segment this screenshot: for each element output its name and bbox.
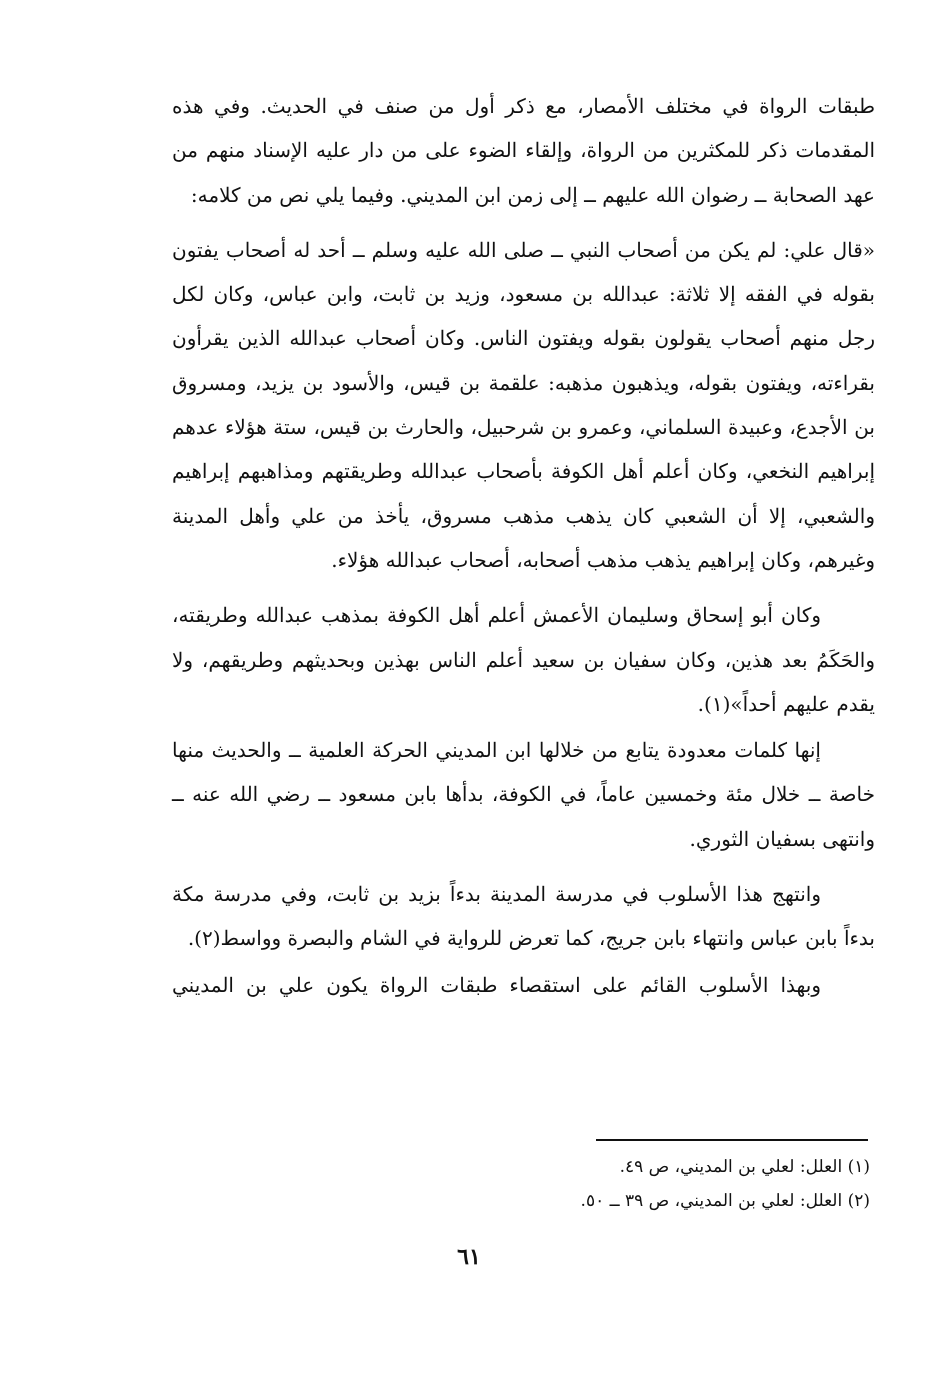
footnote-1: (١) العلل: لعلي بن المديني، ص ٤٩.	[619, 1157, 870, 1177]
page-body	[172, 84, 875, 1007]
footnotes	[400, 1150, 870, 1218]
footnote-2: (٢) العلل: لعلي بن المديني، ص ٣٩ ــ ٥٠.	[580, 1191, 870, 1211]
footnote-separator	[596, 1139, 868, 1141]
paragraph-commentary-method: وبهذا الأسلوب القائم على استقصاء طبقات الرواة يكون علي بن المديني	[172, 972, 821, 997]
paragraph-quote-ali: «قال علي: لم يكن من أصحاب النبي ــ صلى الله عليه وسلم ــ أحد له أصحاب يفتون بقوله في الفقه إلا ثلاثة: عبدالله بن مسعود، وزيد بن ثابت، وابن عباس، وكان لكل رجل منهم أصحاب يقولون بقوله ويفتون الناس. وكان أصحاب عبدالله الذين يقرأون بقراءته، ويفتون بقوله، ويذهبون مذهبه: علقمة بن قيس، والأسود بن يزيد، ومسروق بن الأجدع، وعبيدة السلماني، وعمرو بن شرحبيل، والحارث بن قيس، ستة هؤلاء عدهم إبراهيم النخعي، وكان أعلم أهل الكوفة بأصحاب عبدالله وطريقتهم ومذاهبهم إبراهيم والشعبي، إلا أن الشعبي كان يذهب مذهب مسروق، يأخذ من علي وأهل المدينة وغيرهم، وكان إبراهيم يذهب مذهب أصحابه، أصحاب عبدالله هؤلاء.	[172, 237, 875, 572]
page-number: ٦١	[457, 1244, 481, 1270]
paragraph-commentary-kufa: إنها كلمات معدودة يتابع من خلالها ابن المديني الحركة العلمية ــ والحديث منها خاصة ــ خلال مئة وخمسين عاماً، في الكوفة، بدأها بابن مسعود ــ رضي الله عنه ــ وانتهى بسفيان الثوري.	[172, 738, 875, 851]
paragraph-intro-continuation: طبقات الرواة في مختلف الأمصار، مع ذكر أول من صنف في الحديث. وفي هذه المقدمات ذكر للمكثرين من الرواة، وإلقاء الضوء على من دار عليه الإسناد منهم من عهد الصحابة ــ رضوان الله عليهم ــ إلى زمن ابن المديني. وفيما يلي نص من كلامه:	[172, 94, 875, 207]
paragraph-quote-continuation: وكان أبو إسحاق وسليمان الأعمش أعلم أهل الكوفة بمذهب عبدالله وطريقته، والحَكَمُ بعد هذين، وكان سفيان بن سعيد أعلم الناس بهذين وبحديثهم وطريقهم، ولا يقدم عليهم أحداً»(١).	[172, 603, 875, 716]
paragraph-commentary-madina: وانتهج هذا الأسلوب في مدرسة المدينة بدءاً بزيد بن ثابت، وفي مدرسة مكة بدءاً بابن عباس وانتهاء بابن جريج، كما تعرض للرواية في الشام والبصرة وواسط(٢).	[172, 882, 875, 951]
